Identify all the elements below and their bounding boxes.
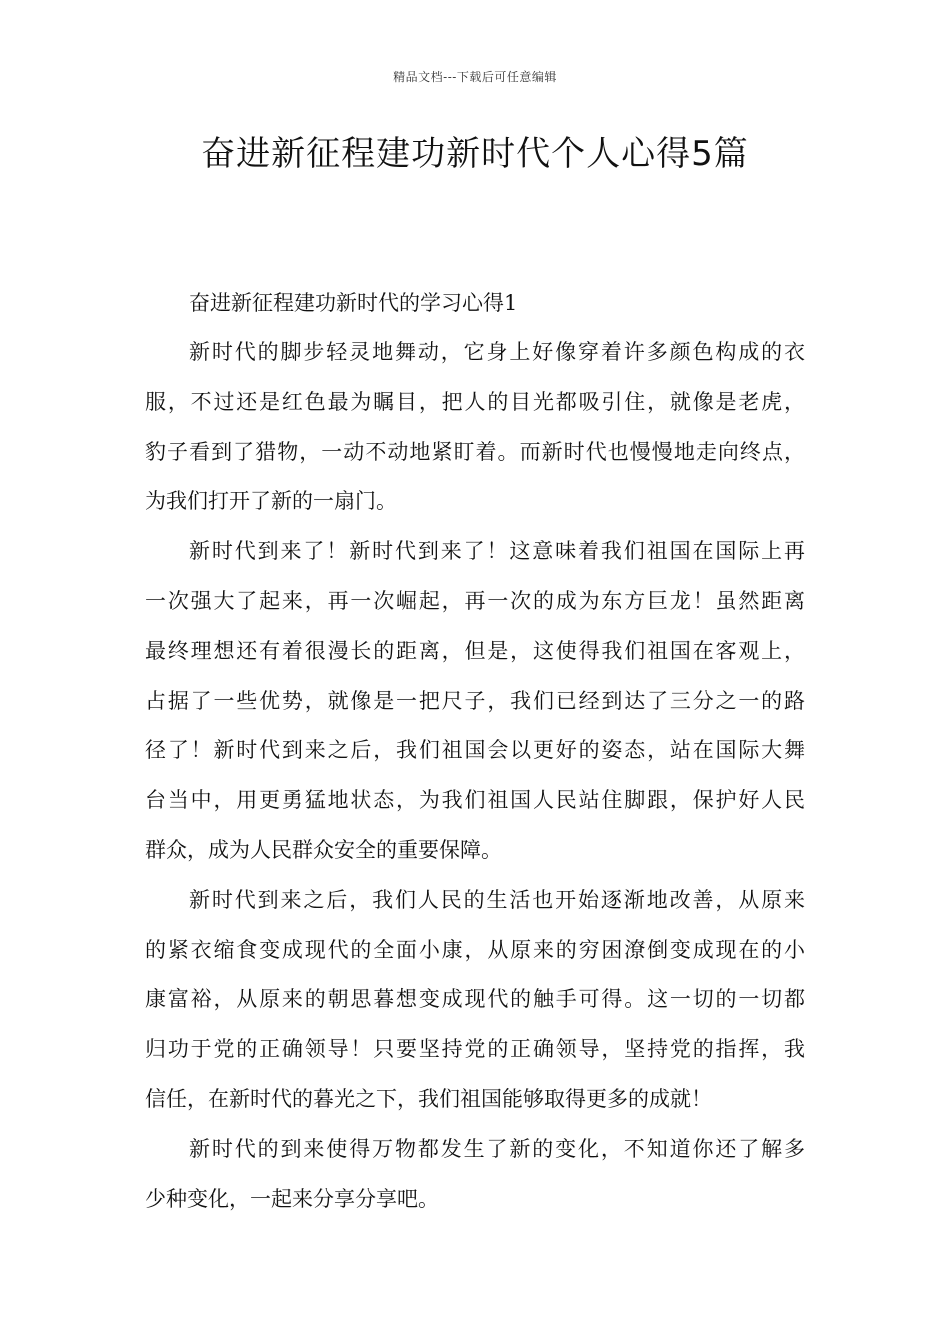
paragraph-line: 服，不过还是红色最为瞩目，把人的目光都吸引住，就像是老虎，	[145, 389, 805, 414]
paragraph-line: 康富裕，从原来的朝思暮想变成现代的触手可得。这一切的一切都	[145, 987, 805, 1012]
paragraph-line: 径了！新时代到来之后，我们祖国会以更好的姿态，站在国际大舞	[145, 738, 805, 763]
paragraph-line: 新时代到来之后，我们人民的生活也开始逐渐地改善，从原来	[189, 887, 805, 912]
paragraph-line: 最终理想还有着很漫长的距离，但是，这使得我们祖国在客观上，	[145, 638, 805, 663]
header-note: 精品文档---下载后可任意编辑	[393, 70, 557, 84]
paragraph-line: 群众，成为人民群众安全的重要保障。	[145, 837, 502, 862]
section-heading: 奋进新征程建功新时代的学习心得1	[189, 291, 518, 315]
paragraph-line: 占据了一些优势，就像是一把尺子，我们已经到达了三分之一的路	[145, 688, 805, 713]
paragraph-line: 少种变化，一起来分享分享吧。	[145, 1186, 439, 1211]
paragraph-line: 台当中，用更勇猛地状态，为我们祖国人民站住脚跟，保护好人民	[145, 788, 805, 813]
paragraph-line: 信任，在新时代的暮光之下，我们祖国能够取得更多的成就！	[145, 1086, 712, 1111]
paragraph-2	[145, 527, 805, 876]
paragraph-1	[145, 328, 805, 527]
paragraph-line: 为我们打开了新的一扇门。	[145, 489, 397, 514]
paragraph-3	[145, 876, 805, 1125]
document-body	[145, 278, 805, 1224]
paragraph-line: 新时代的脚步轻灵地舞动，它身上好像穿着许多颜色构成的衣	[189, 340, 805, 364]
paragraph-line: 一次强大了起来，再一次崛起，再一次的成为东方巨龙！虽然距离	[145, 588, 805, 613]
paragraph-4	[145, 1125, 805, 1225]
document-title: 奋进新征程建功新时代个人心得5篇	[201, 134, 749, 174]
paragraph-line: 新时代的到来使得万物都发生了新的变化，不知道你还了解多	[189, 1136, 805, 1161]
paragraph-line: 的紧衣缩食变成现代的全面小康，从原来的穷困潦倒变成现在的小	[145, 937, 805, 962]
paragraph-line: 豹子看到了猎物，一动不动地紧盯着。而新时代也慢慢地走向终点，	[145, 439, 805, 464]
paragraph-line: 新时代到来了！新时代到来了！这意味着我们祖国在国际上再	[189, 539, 805, 564]
paragraph-line: 归功于党的正确领导！只要坚持党的正确领导，坚持党的指挥，我	[145, 1037, 805, 1062]
